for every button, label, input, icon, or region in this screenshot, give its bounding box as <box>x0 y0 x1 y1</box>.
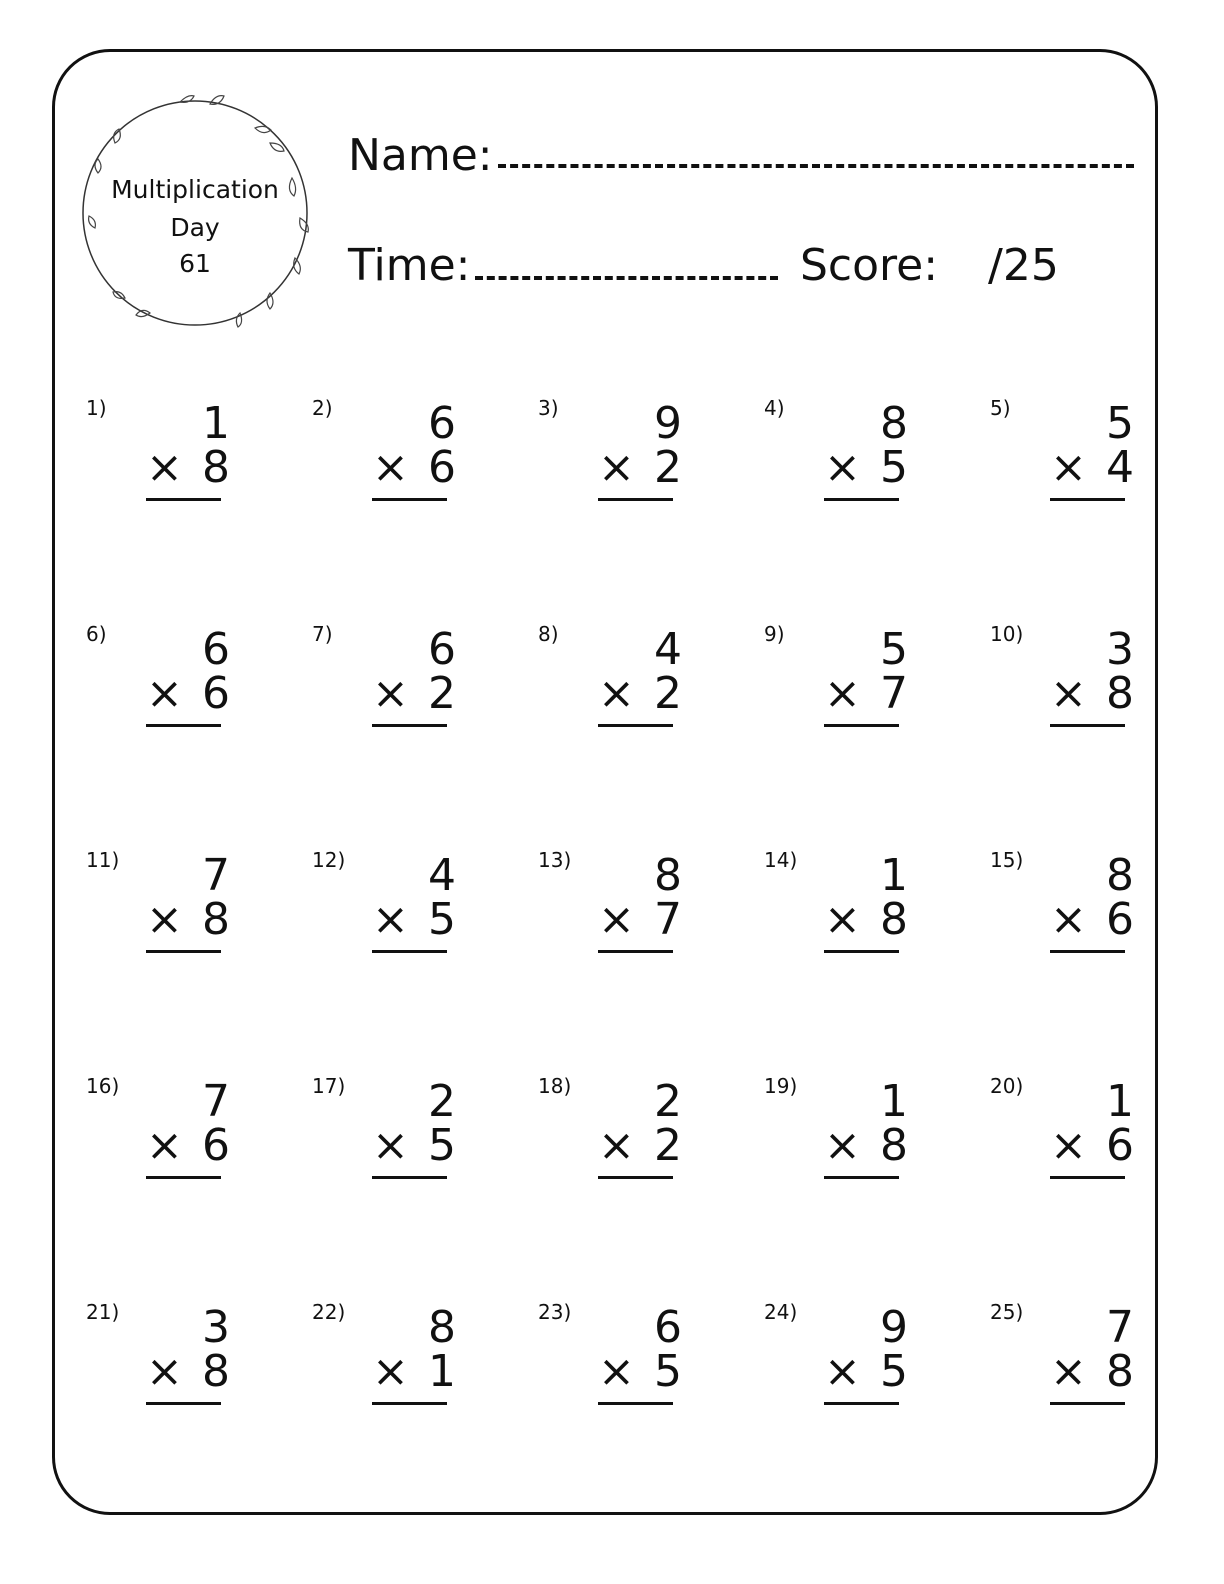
problem-14 <box>764 850 974 970</box>
multiplier: 5 <box>428 1120 456 1171</box>
multiplier: 1 <box>428 1346 456 1397</box>
problem-12 <box>312 850 522 970</box>
multiply-sign: × <box>1050 1120 1087 1171</box>
answer-line[interactable] <box>372 1176 447 1179</box>
problem-1 <box>86 398 296 518</box>
multiplicand: 5 <box>1106 398 1134 449</box>
multiplier: 8 <box>1106 668 1134 719</box>
multiplicand: 6 <box>654 1302 682 1353</box>
problem-9 <box>764 624 974 744</box>
problem-2 <box>312 398 522 518</box>
time-field[interactable] <box>475 276 778 280</box>
multiplicand: 3 <box>1106 624 1134 675</box>
multiplier: 8 <box>202 1346 230 1397</box>
multiplier: 2 <box>428 668 456 719</box>
answer-line[interactable] <box>598 498 673 501</box>
multiplicand: 1 <box>1106 1076 1134 1127</box>
multiply-sign: × <box>372 1120 409 1171</box>
answer-line[interactable] <box>598 724 673 727</box>
multiplier: 6 <box>1106 894 1134 945</box>
answer-line[interactable] <box>146 724 221 727</box>
problem-number: 6) <box>86 622 107 646</box>
problem-3 <box>538 398 748 518</box>
problem-17 <box>312 1076 522 1196</box>
multiplier: 2 <box>654 442 682 493</box>
multiply-sign: × <box>598 442 635 493</box>
problem-number: 1) <box>86 396 107 420</box>
multiplicand: 8 <box>654 850 682 901</box>
multiplicand: 3 <box>202 1302 230 1353</box>
problem-number: 5) <box>990 396 1011 420</box>
problem-number: 17) <box>312 1074 346 1098</box>
badge-day-number: 61 <box>179 249 211 278</box>
multiplicand: 6 <box>428 398 456 449</box>
multiply-sign: × <box>146 1120 183 1171</box>
answer-line[interactable] <box>146 498 221 501</box>
answer-line[interactable] <box>824 498 899 501</box>
multiplier: 4 <box>1106 442 1134 493</box>
answer-line[interactable] <box>1050 1176 1125 1179</box>
multiply-sign: × <box>146 668 183 719</box>
multiplier: 5 <box>880 1346 908 1397</box>
problem-11 <box>86 850 296 970</box>
problem-6 <box>86 624 296 744</box>
multiplicand: 2 <box>428 1076 456 1127</box>
answer-line[interactable] <box>1050 724 1125 727</box>
multiply-sign: × <box>1050 442 1087 493</box>
multiply-sign: × <box>1050 1346 1087 1397</box>
multiplicand: 5 <box>880 624 908 675</box>
problem-13 <box>538 850 748 970</box>
multiplier: 6 <box>202 668 230 719</box>
multiplier: 5 <box>428 894 456 945</box>
multiplier: 2 <box>654 1120 682 1171</box>
multiply-sign: × <box>372 894 409 945</box>
multiplicand: 8 <box>428 1302 456 1353</box>
multiply-sign: × <box>824 668 861 719</box>
problem-18 <box>538 1076 748 1196</box>
multiplier: 2 <box>654 668 682 719</box>
multiplicand: 2 <box>654 1076 682 1127</box>
multiplier: 6 <box>202 1120 230 1171</box>
answer-line[interactable] <box>1050 498 1125 501</box>
problem-number: 11) <box>86 848 120 872</box>
problem-8 <box>538 624 748 744</box>
multiply-sign: × <box>1050 668 1087 719</box>
multiplier: 7 <box>654 894 682 945</box>
multiplier: 8 <box>880 1120 908 1171</box>
answer-line[interactable] <box>824 1402 899 1405</box>
badge-title: Multiplication <box>111 175 279 204</box>
problem-number: 10) <box>990 622 1024 646</box>
multiplicand: 9 <box>654 398 682 449</box>
multiply-sign: × <box>146 442 183 493</box>
multiply-sign: × <box>598 1346 635 1397</box>
multiply-sign: × <box>1050 894 1087 945</box>
problem-23 <box>538 1302 748 1422</box>
multiplicand: 4 <box>428 850 456 901</box>
multiply-sign: × <box>824 894 861 945</box>
problem-number: 15) <box>990 848 1024 872</box>
multiply-sign: × <box>824 1346 861 1397</box>
multiplier: 7 <box>880 668 908 719</box>
multiplicand: 7 <box>202 850 230 901</box>
problem-number: 13) <box>538 848 572 872</box>
multiplicand: 8 <box>880 398 908 449</box>
multiplicand: 9 <box>880 1302 908 1353</box>
problem-number: 20) <box>990 1074 1024 1098</box>
multiplicand: 7 <box>1106 1302 1134 1353</box>
answer-line[interactable] <box>598 950 673 953</box>
problem-number: 25) <box>990 1300 1024 1324</box>
answer-line[interactable] <box>1050 1402 1125 1405</box>
answer-line[interactable] <box>824 950 899 953</box>
problem-20 <box>990 1076 1200 1196</box>
multiplicand: 6 <box>428 624 456 675</box>
multiplicand: 1 <box>880 850 908 901</box>
problem-number: 21) <box>86 1300 120 1324</box>
problem-number: 24) <box>764 1300 798 1324</box>
answer-line[interactable] <box>372 950 447 953</box>
problem-24 <box>764 1302 974 1422</box>
problem-15 <box>990 850 1200 970</box>
problem-25 <box>990 1302 1200 1422</box>
multiplicand: 1 <box>202 398 230 449</box>
problem-4 <box>764 398 974 518</box>
problem-16 <box>86 1076 296 1196</box>
answer-line[interactable] <box>598 1176 673 1179</box>
multiplier: 8 <box>880 894 908 945</box>
multiply-sign: × <box>598 668 635 719</box>
multiply-sign: × <box>372 668 409 719</box>
multiplicand: 4 <box>654 624 682 675</box>
answer-line[interactable] <box>372 1402 447 1405</box>
problem-number: 22) <box>312 1300 346 1324</box>
problem-number: 7) <box>312 622 333 646</box>
problem-number: 9) <box>764 622 785 646</box>
problem-7 <box>312 624 522 744</box>
multiplier: 5 <box>880 442 908 493</box>
badge-day-label: Day <box>170 213 220 242</box>
answer-line[interactable] <box>146 950 221 953</box>
multiply-sign: × <box>146 894 183 945</box>
multiplier: 8 <box>1106 1346 1134 1397</box>
multiplier: 5 <box>654 1346 682 1397</box>
problem-number: 12) <box>312 848 346 872</box>
problem-number: 16) <box>86 1074 120 1098</box>
multiply-sign: × <box>824 1120 861 1171</box>
problem-number: 23) <box>538 1300 572 1324</box>
problem-number: 19) <box>764 1074 798 1098</box>
name-field[interactable] <box>498 164 1134 168</box>
time-label: Time: <box>348 240 471 291</box>
problem-number: 3) <box>538 396 559 420</box>
answer-line[interactable] <box>146 1176 221 1179</box>
answer-line[interactable] <box>598 1402 673 1405</box>
multiply-sign: × <box>598 894 635 945</box>
multiplier: 8 <box>202 442 230 493</box>
multiply-sign: × <box>824 442 861 493</box>
multiplicand: 1 <box>880 1076 908 1127</box>
name-label: Name: <box>348 130 493 181</box>
problem-number: 14) <box>764 848 798 872</box>
multiply-sign: × <box>146 1346 183 1397</box>
problem-number: 18) <box>538 1074 572 1098</box>
multiplicand: 6 <box>202 624 230 675</box>
answer-line[interactable] <box>824 1176 899 1179</box>
problem-number: 4) <box>764 396 785 420</box>
score-total: /25 <box>988 240 1059 291</box>
problem-10 <box>990 624 1200 744</box>
multiplicand: 7 <box>202 1076 230 1127</box>
answer-line[interactable] <box>824 724 899 727</box>
multiplier: 6 <box>428 442 456 493</box>
problem-21 <box>86 1302 296 1422</box>
problem-number: 8) <box>538 622 559 646</box>
multiplier: 6 <box>1106 1120 1134 1171</box>
problem-19 <box>764 1076 974 1196</box>
multiplicand: 8 <box>1106 850 1134 901</box>
problem-22 <box>312 1302 522 1422</box>
multiply-sign: × <box>372 1346 409 1397</box>
score-label: Score: <box>800 240 939 291</box>
problem-number: 2) <box>312 396 333 420</box>
answer-line[interactable] <box>372 498 447 501</box>
answer-line[interactable] <box>372 724 447 727</box>
multiply-sign: × <box>598 1120 635 1171</box>
answer-line[interactable] <box>1050 950 1125 953</box>
title-badge <box>70 88 320 338</box>
multiply-sign: × <box>372 442 409 493</box>
problem-5 <box>990 398 1200 518</box>
answer-line[interactable] <box>146 1402 221 1405</box>
multiplier: 8 <box>202 894 230 945</box>
